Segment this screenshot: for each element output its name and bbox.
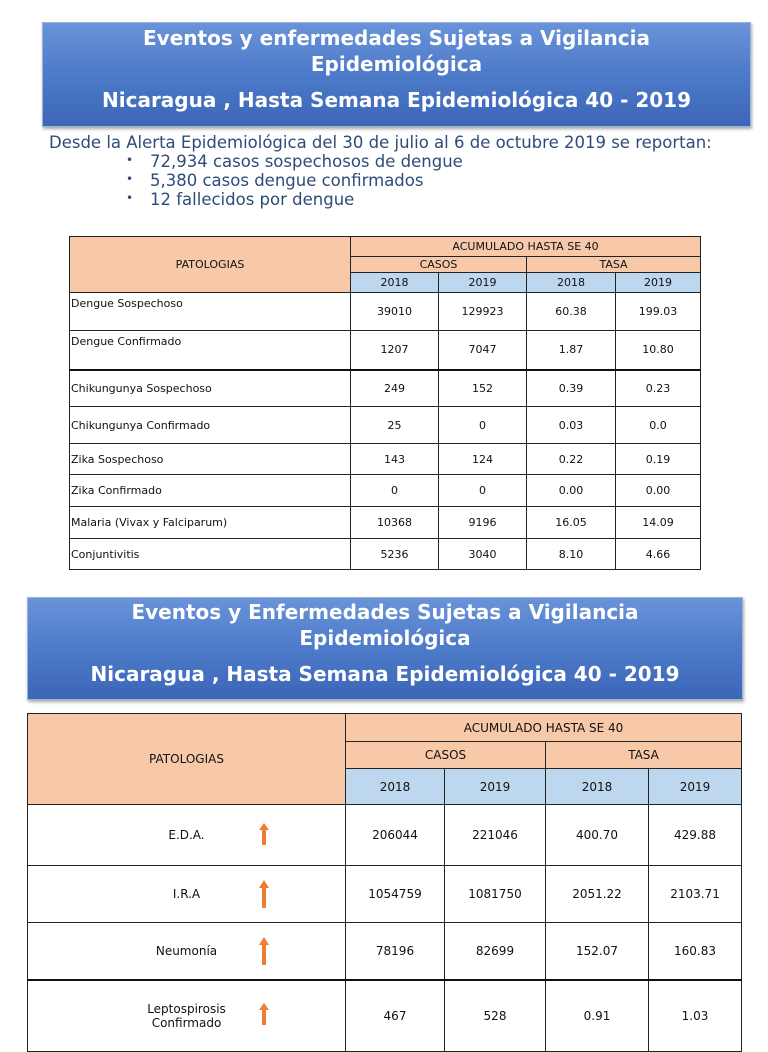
title-banner-bottom	[27, 597, 743, 700]
cell-tasa-2018: 152.07	[546, 923, 649, 980]
cell-casos-2018: 10368	[351, 507, 439, 539]
cell-casos-2018: 143	[351, 444, 439, 475]
cell-tasa-2018: 400.70	[546, 805, 649, 866]
cell-casos-2019: 3040	[439, 539, 527, 570]
cell-tasa-2019: 1.03	[649, 980, 742, 1052]
table-row	[70, 407, 701, 444]
cell-casos-2019: 129923	[439, 293, 527, 331]
row-name-cell	[28, 980, 346, 1052]
cell-tasa-2019: 2103.71	[649, 866, 742, 923]
cell-casos-2018: 0	[351, 475, 439, 507]
cell-casos-2019: 1081750	[445, 866, 546, 923]
cell-casos-2019: 221046	[445, 805, 546, 866]
cell-casos-2018: 467	[346, 980, 445, 1052]
col-header-patologias: PATOLOGIAS	[70, 237, 351, 293]
row-name: Dengue Sospechoso	[70, 293, 351, 331]
cell-tasa-2019: 10.80	[616, 331, 701, 370]
row-name: Malaria (Vivax y Falciparum)	[70, 507, 351, 539]
banner-subtitle: Nicaragua , Hasta Semana Epidemiológica 40 - 2019	[102, 88, 691, 112]
intro-paragraph: Desde la Alerta Epidemiológica del 30 de julio al 6 de octubre 2019 se reportan:	[49, 133, 712, 152]
row-name: Neumonía	[155, 943, 218, 958]
cell-casos-2019: 0	[439, 475, 527, 507]
arrow-up-icon	[258, 1002, 270, 1026]
table-row	[28, 980, 742, 1052]
cell-tasa-2018: 2051.22	[546, 866, 649, 923]
row-name: Zika Confirmado	[70, 475, 351, 507]
cell-casos-2018: 5236	[351, 539, 439, 570]
col-header-tasa: TASA	[546, 742, 742, 769]
row-name: Zika Sospechoso	[70, 444, 351, 475]
cell-tasa-2018: 1.87	[527, 331, 616, 370]
cell-casos-2019: 528	[445, 980, 546, 1052]
cell-tasa-2019: 0.19	[616, 444, 701, 475]
surveillance-table-1	[69, 236, 701, 570]
col-header-year: 2018	[527, 273, 616, 293]
intro-text-block	[49, 133, 739, 209]
cell-tasa-2019: 0.23	[616, 370, 701, 407]
cell-casos-2018: 206044	[346, 805, 445, 866]
row-name: Conjuntivitis	[70, 539, 351, 570]
table-row	[70, 370, 701, 407]
table-row	[70, 444, 701, 475]
banner-title-line2: Epidemiológica	[299, 626, 471, 650]
intro-bullet-list	[49, 152, 739, 209]
arrow-up-icon	[258, 879, 270, 909]
cell-tasa-2019: 199.03	[616, 293, 701, 331]
table-row	[70, 539, 701, 570]
table-row	[70, 475, 701, 507]
cell-casos-2018: 249	[351, 370, 439, 407]
col-header-year: 2019	[649, 769, 742, 805]
table-row	[70, 331, 701, 370]
cell-tasa-2019: 160.83	[649, 923, 742, 980]
cell-tasa-2018: 0.39	[527, 370, 616, 407]
row-name: Chikungunya Sospechoso	[70, 370, 351, 407]
cell-tasa-2019: 4.66	[616, 539, 701, 570]
cell-tasa-2018: 0.00	[527, 475, 616, 507]
cell-tasa-2019: 429.88	[649, 805, 742, 866]
banner-title-line1: Eventos y enfermedades Sujetas a Vigilancia	[143, 26, 650, 50]
surveillance-table-2	[27, 713, 742, 1052]
row-name: E.D.A.	[168, 828, 205, 842]
cell-tasa-2019: 14.09	[616, 507, 701, 539]
row-name: I.R.A	[172, 887, 201, 901]
cell-casos-2018: 25	[351, 407, 439, 444]
cell-tasa-2018: 0.91	[546, 980, 649, 1052]
col-header-casos: CASOS	[346, 742, 546, 769]
cell-tasa-2018: 60.38	[527, 293, 616, 331]
col-header-acumulado: ACUMULADO HASTA SE 40	[346, 714, 742, 742]
cell-tasa-2018: 0.03	[527, 407, 616, 444]
arrow-up-icon	[258, 936, 270, 966]
col-header-acumulado: ACUMULADO HASTA SE 40	[351, 237, 701, 257]
col-header-casos: CASOS	[351, 257, 527, 273]
col-header-tasa: TASA	[527, 257, 701, 273]
col-header-year: 2019	[616, 273, 701, 293]
row-name-cell	[28, 805, 346, 866]
col-header-year: 2018	[346, 769, 445, 805]
cell-casos-2019: 7047	[439, 331, 527, 370]
cell-casos-2019: 152	[439, 370, 527, 407]
cell-tasa-2018: 8.10	[527, 539, 616, 570]
row-name-cell	[28, 866, 346, 923]
row-name-cell	[28, 923, 346, 980]
title-banner-top	[42, 22, 751, 127]
banner-title-line2: Epidemiológica	[310, 52, 483, 76]
col-header-year: 2019	[439, 273, 527, 293]
cell-casos-2018: 39010	[351, 293, 439, 331]
cell-casos-2018: 78196	[346, 923, 445, 980]
banner-title-line1: Eventos y Enfermedades Sujetas a Vigilancia	[131, 600, 639, 624]
cell-casos-2018: 1054759	[346, 866, 445, 923]
cell-tasa-2018: 16.05	[527, 507, 616, 539]
cell-casos-2018: 1207	[351, 331, 439, 370]
table-row	[70, 293, 701, 331]
col-header-year: 2018	[351, 273, 439, 293]
row-name: Dengue Confirmado	[70, 331, 351, 370]
cell-casos-2019: 124	[439, 444, 527, 475]
banner-subtitle: Nicaragua , Hasta Semana Epidemiológica 40 - 2019	[90, 662, 680, 686]
cell-casos-2019: 9196	[439, 507, 527, 539]
col-header-year: 2019	[445, 769, 546, 805]
col-header-year: 2018	[546, 769, 649, 805]
table-row	[70, 507, 701, 539]
table-row	[28, 923, 742, 980]
cell-casos-2019: 0	[439, 407, 527, 444]
row-name: Leptospirosis Confirmado	[147, 1001, 226, 1030]
bullet-item: • 12 fallecidos por dengue	[49, 190, 739, 209]
row-name: Chikungunya Confirmado	[70, 407, 351, 444]
cell-tasa-2018: 0.22	[527, 444, 616, 475]
cell-tasa-2019: 0.0	[616, 407, 701, 444]
table-row	[28, 805, 742, 866]
arrow-up-icon	[258, 822, 270, 846]
col-header-patologias: PATOLOGIAS	[28, 714, 346, 805]
cell-tasa-2019: 0.00	[616, 475, 701, 507]
cell-casos-2019: 82699	[445, 923, 546, 980]
table-row	[28, 866, 742, 923]
bullet-item: • 5,380 casos dengue confirmados	[49, 171, 739, 190]
bullet-item: • 72,934 casos sospechosos de dengue	[49, 152, 739, 171]
